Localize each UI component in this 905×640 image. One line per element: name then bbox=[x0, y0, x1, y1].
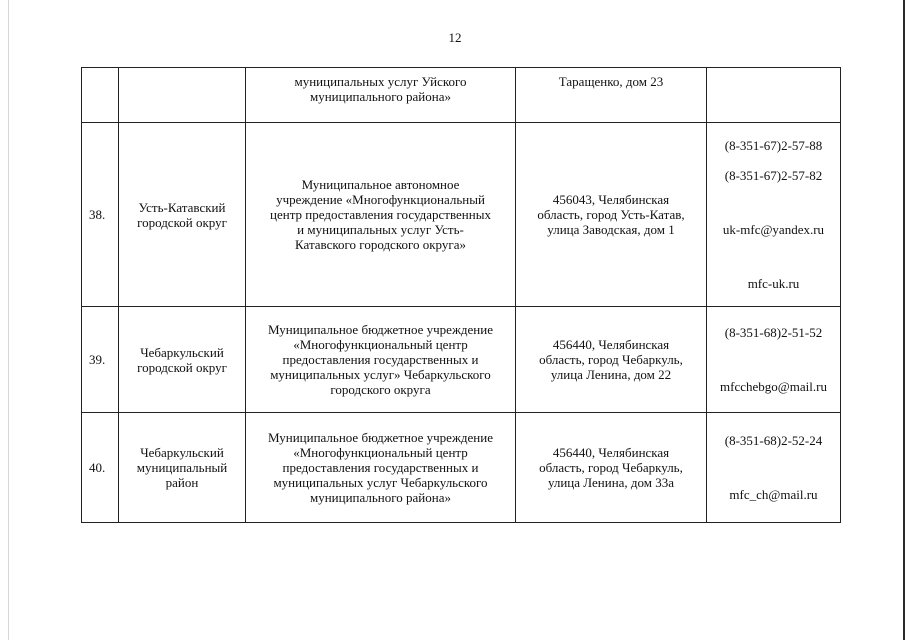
page-edge-left bbox=[8, 0, 9, 640]
phone-text: (8-351-67)2-57-88 bbox=[724, 138, 823, 153]
phone-text: (8-351-68)2-52-24 bbox=[724, 433, 823, 448]
page-number: 12 bbox=[448, 30, 462, 45]
email-link[interactable]: uk-mfc@yandex.ru bbox=[722, 222, 825, 237]
spacer bbox=[711, 252, 836, 261]
institution-cell: Муниципальное бюджетное учреждение «Многофункциональный центр предоставления государственных и муниципальных услуг» Чебаркульского городского округа bbox=[246, 307, 516, 413]
municipality-cell: Чебаркульский городской округ bbox=[119, 307, 246, 413]
spacer bbox=[711, 355, 836, 364]
spacer bbox=[711, 463, 836, 472]
institution-cell: Муниципальное бюджетное учреждение «Многофункциональный центр предоставления государственных и муниципальных услуг Чебаркульского муниципального района» bbox=[246, 413, 516, 523]
row-number-cell: 39. bbox=[82, 307, 119, 413]
institution-cell: муниципальных услуг Уйского муниципального района» bbox=[246, 68, 516, 123]
phone-text: (8-351-67)2-57-82 bbox=[724, 168, 823, 183]
contacts-cell bbox=[707, 413, 841, 523]
email-link[interactable]: mfc_ch@mail.ru bbox=[729, 487, 818, 502]
website-link[interactable]: mfc-uk.ru bbox=[747, 276, 800, 291]
address-cell: Таращенко, дом 23 bbox=[516, 68, 707, 123]
row-number-cell bbox=[82, 68, 119, 123]
row-number-cell: 38. bbox=[82, 123, 119, 307]
municipality-cell bbox=[119, 68, 246, 123]
row-number-cell: 40. bbox=[82, 413, 119, 523]
municipality-cell: Чебаркульский муниципальный район bbox=[119, 413, 246, 523]
contacts-cell bbox=[707, 68, 841, 123]
address-cell: 456440, Челябинская область, город Чебаркуль, улица Ленина, дом 22 bbox=[516, 307, 707, 413]
table-row bbox=[82, 307, 841, 413]
contacts-cell bbox=[707, 123, 841, 307]
contacts-cell bbox=[707, 307, 841, 413]
spacer bbox=[711, 198, 836, 207]
address-cell: 456440, Челябинская область, город Чебаркуль, улица Ленина, дом 33а bbox=[516, 413, 707, 523]
table-row bbox=[82, 123, 841, 307]
email-link[interactable]: mfcchebgo@mail.ru bbox=[720, 379, 827, 394]
mfc-registry-table bbox=[81, 67, 841, 523]
phone-text: (8-351-68)2-51-52 bbox=[724, 325, 823, 340]
table-row bbox=[82, 68, 841, 123]
institution-cell: Муниципальное автономное учреждение «Многофункциональный центр предоставления государственных и муниципальных услуг Усть- Катавского городского округа» bbox=[246, 123, 516, 307]
address-cell: 456043, Челябинская область, город Усть-Катав, улица Заводская, дом 1 bbox=[516, 123, 707, 307]
table-row bbox=[82, 413, 841, 523]
municipality-cell: Усть-Катавский городской округ bbox=[119, 123, 246, 307]
